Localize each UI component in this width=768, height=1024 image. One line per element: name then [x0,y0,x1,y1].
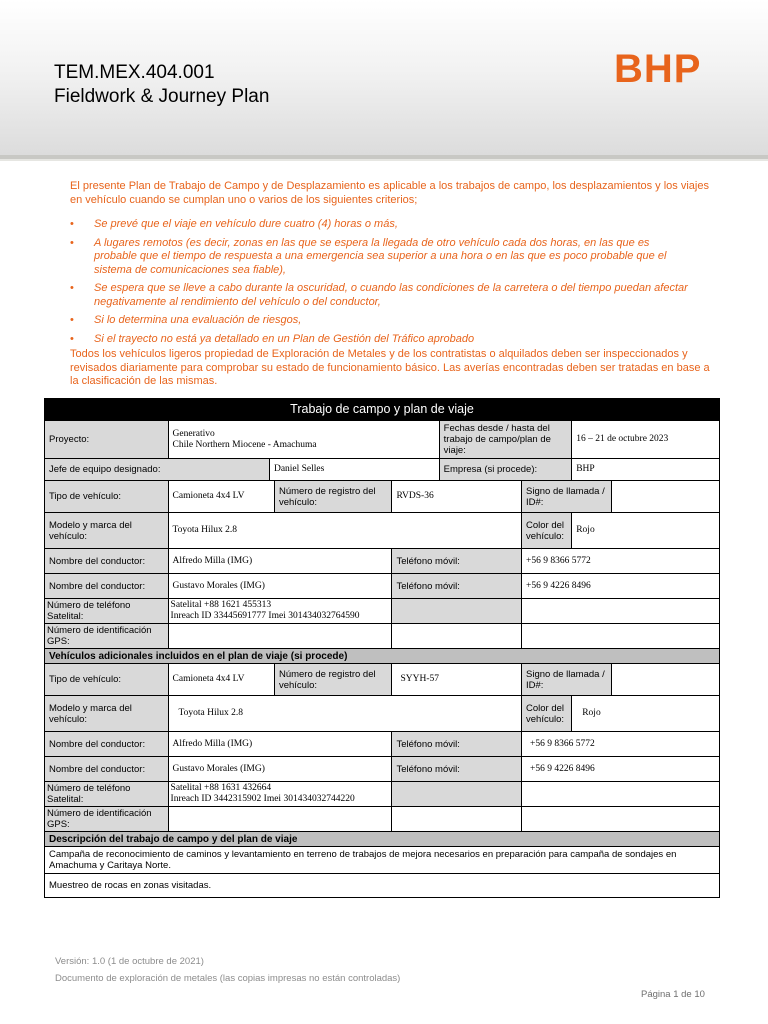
description-text[interactable]: Muestreo de rocas en zonas visitadas. [45,874,720,898]
header-divider-light [0,159,768,161]
document-code: TEM.MEX.404.001 [54,62,215,83]
empty-cell[interactable] [522,599,720,624]
gps-value[interactable] [168,807,392,832]
footer-document-note: Documento de exploración de metales (las copias impresas no están controladas) [55,973,401,984]
registro-label: Número de registro del vehículo: [274,481,392,513]
satelital-label: Número de teléfono Satelital: [45,782,169,807]
description-text[interactable]: Campaña de reconocimiento de caminos y levantamiento en terreno de trabajos de mejora necesarios en preparación para campaña de sondajes en Amachuma y Caritaya Norte. [45,847,720,874]
signo-label: Signo de llamada / ID#: [522,664,612,696]
gps-label: Número de identificación GPS: [45,807,169,832]
conductor-label: Nombre del conductor: [45,757,169,782]
color-value[interactable]: Rojo [572,696,720,732]
conductor-label: Nombre del conductor: [45,549,169,574]
empty-cell[interactable] [522,807,720,832]
conductor-value[interactable]: Gustavo Morales (IMG) [168,574,392,599]
empty-cell[interactable] [392,807,522,832]
form-title: Trabajo de campo y plan de viaje [45,399,720,421]
movil-label: Teléfono móvil: [392,757,522,782]
journey-plan-form [44,398,720,898]
satelital-value[interactable] [168,782,392,807]
proyecto-line-1: Generativo [172,428,215,439]
document-title: Fieldwork & Journey Plan [54,86,270,107]
tipo-value[interactable]: Camioneta 4x4 LV [168,481,274,513]
additional-vehicles-section: Vehículos adicionales incluidos en el plan de viaje (si procede) [45,649,720,664]
proyecto-value[interactable] [168,421,439,459]
movil-label: Teléfono móvil: [392,549,522,574]
modelo-label: Modelo y marca del vehículo: [45,513,169,549]
signo-value[interactable] [612,664,720,696]
satelital-line-1: Satelital +88 1621 455313 [170,600,272,610]
criteria-item: • Se prevé que el viaje en vehículo dure cuatro (4) horas o más, [94,218,694,232]
empty-cell[interactable] [522,782,720,807]
criteria-item: • Si el trayecto no está ya detallado en un Plan de Gestión del Tráfico aprobado [94,333,694,347]
tipo-label: Tipo de vehículo: [45,481,169,513]
movil-label: Teléfono móvil: [392,574,522,599]
conductor-value[interactable]: Alfredo Milla (IMG) [168,549,392,574]
movil-value[interactable]: +56 9 8366 5772 [522,732,720,757]
fechas-label: Fechas desde / hasta del trabajo de campo/plan de viaje: [439,421,572,459]
satelital-line-2: Inreach ID 33445691777 Imei 301434032764590 [170,611,360,621]
intro-paragraph: El presente Plan de Trabajo de Campo y de Desplazamiento es aplicable a los trabajos de campo, los desplazamientos y los viajes en vehículo cuando se cumplan uno o varios de los siguientes criterios; [70,180,709,206]
conductor-label: Nombre del conductor: [45,732,169,757]
modelo-value[interactable]: Toyota Hilux 2.8 [168,513,521,549]
empty-cell[interactable] [522,624,720,649]
satelital-value[interactable] [168,599,392,624]
gps-label: Número de identificación GPS: [45,624,169,649]
signo-value[interactable] [612,481,720,513]
registro-value[interactable]: SYYH-57 [392,664,522,696]
registro-value[interactable]: RVDS-36 [392,481,522,513]
color-label: Color del vehículo: [522,696,572,732]
page-number: Página 1 de 10 [641,989,705,1000]
movil-value[interactable]: +56 9 4226 8496 [522,757,720,782]
proyecto-line-2: Chile Northern Miocene - Amachuma [172,439,317,450]
criteria-item: • A lugares remotos (es decir, zonas en las que se espera la llegada de otro vehículo cada dos horas, en las que es probable que el tiempo de respuesta a una emergencia sea superior a una hora o en las que es poco probable que el sistema de comunicaciones sea fiable), [94,237,694,278]
bhp-logo: BHP [614,47,702,91]
empty-label-cell [392,599,522,624]
color-label: Color del vehículo: [522,513,572,549]
fechas-value[interactable]: 16 – 21 de octubre 2023 [572,421,720,459]
jefe-value[interactable]: Daniel Selles [269,459,439,481]
movil-value[interactable]: +56 9 4226 8496 [522,574,720,599]
gps-value[interactable] [168,624,392,649]
modelo-label: Modelo y marca del vehículo: [45,696,169,732]
description-section: Descripción del trabajo de campo y del plan de viaje [45,832,720,847]
conductor-value[interactable]: Alfredo Milla (IMG) [168,732,392,757]
registro-label: Número de registro del vehículo: [274,664,392,696]
tipo-value[interactable]: Camioneta 4x4 LV [168,664,274,696]
conductor-label: Nombre del conductor: [45,574,169,599]
satelital-line-1: Satelital +88 1631 432664 [170,783,272,793]
color-value[interactable]: Rojo [572,513,720,549]
footer-version: Versión: 1.0 (1 de octubre de 2021) [55,956,204,967]
criteria-item: • Si lo determina una evaluación de riesgos, [94,314,694,328]
conductor-value[interactable]: Gustavo Morales (IMG) [168,757,392,782]
criteria-list [94,218,694,351]
empresa-value[interactable]: BHP [572,459,720,481]
signo-label: Signo de llamada / ID#: [522,481,612,513]
proyecto-label: Proyecto: [45,421,169,459]
empty-label-cell [392,782,522,807]
satelital-line-2: Inreach ID 3442315902 Imei 301434032744220 [170,794,355,804]
modelo-value[interactable]: Toyota Hilux 2.8 [168,696,521,732]
movil-label: Teléfono móvil: [392,732,522,757]
empresa-label: Empresa (si procede): [439,459,572,481]
movil-value[interactable]: +56 9 8366 5772 [522,549,720,574]
tipo-label: Tipo de vehículo: [45,664,169,696]
criteria-item: • Se espera que se lleve a cabo durante la oscuridad, o cuando las condiciones de la carretera o del tiempo puedan afectar negativamente al rendimiento del vehículo o del conductor, [94,282,694,309]
satelital-label: Número de teléfono Satelital: [45,599,169,624]
empty-cell[interactable] [392,624,522,649]
closing-paragraph: Todos los vehículos ligeros propiedad de Exploración de Metales y de los contratistas o alquilados deben ser inspeccionados y revisados diariamente para comprobar su estado de funcionamiento básico. Las averías encontradas deben ser tratadas en base a la clasificación de las mismas. [70,348,710,387]
jefe-label: Jefe de equipo designado: [45,459,270,481]
